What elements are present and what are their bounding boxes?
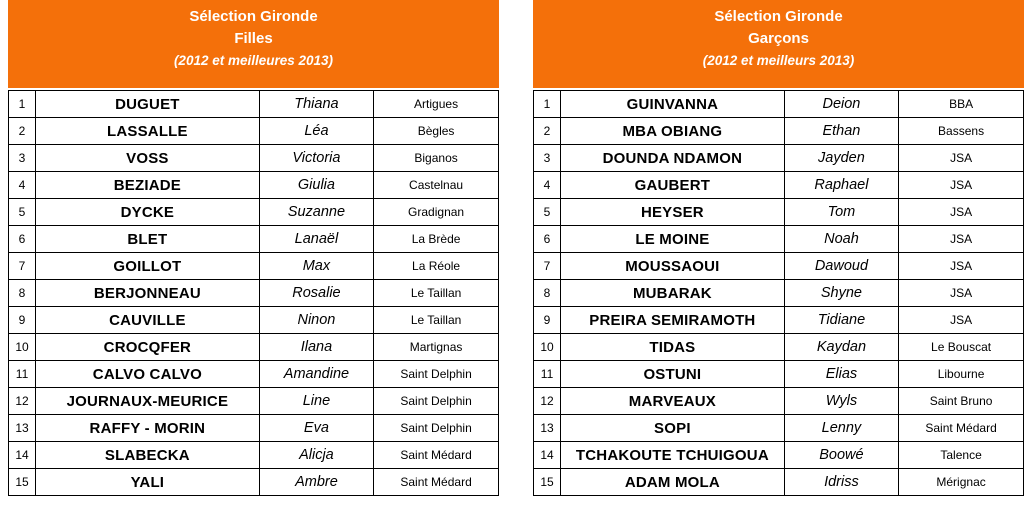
row-firstname: Eva — [259, 415, 373, 442]
table-row — [534, 361, 1024, 388]
row-club: JSA — [899, 172, 1024, 199]
row-club: Le Bouscat — [899, 334, 1024, 361]
table-row — [9, 388, 499, 415]
row-firstname: Noah — [784, 226, 898, 253]
row-firstname: Idriss — [784, 469, 898, 496]
row-firstname: Ambre — [259, 469, 373, 496]
row-lastname: SLABECKA — [36, 442, 260, 469]
row-club: La Brède — [374, 226, 499, 253]
row-lastname: DOUNDA NDAMON — [561, 145, 785, 172]
row-club: JSA — [899, 307, 1024, 334]
row-club: JSA — [899, 280, 1024, 307]
table-row — [9, 199, 499, 226]
table-row — [9, 91, 499, 118]
table-row — [534, 253, 1024, 280]
row-firstname: Max — [259, 253, 373, 280]
row-lastname: MARVEAUX — [561, 388, 785, 415]
header-subtitle: (2012 et meilleures 2013) — [173, 53, 334, 68]
row-lastname: GOILLOT — [36, 253, 260, 280]
table-row — [9, 172, 499, 199]
row-club: JSA — [899, 145, 1024, 172]
row-number: 13 — [534, 415, 561, 442]
row-lastname: TIDAS — [561, 334, 785, 361]
row-club: Saint Médard — [374, 469, 499, 496]
table-row — [9, 226, 499, 253]
row-firstname: Ninon — [259, 307, 373, 334]
row-firstname: Deion — [784, 91, 898, 118]
row-club: Castelnau — [374, 172, 499, 199]
roster-table-filles — [8, 90, 499, 496]
row-number: 11 — [9, 361, 36, 388]
row-lastname: JOURNAUX-MEURICE — [36, 388, 260, 415]
row-firstname: Elias — [784, 361, 898, 388]
roster-table-garcons — [533, 90, 1024, 496]
row-club: Talence — [899, 442, 1024, 469]
row-number: 10 — [9, 334, 36, 361]
row-lastname: OSTUNI — [561, 361, 785, 388]
row-lastname: SOPI — [561, 415, 785, 442]
table-row — [534, 280, 1024, 307]
row-lastname: ADAM MOLA — [561, 469, 785, 496]
selection-panel-filles — [8, 0, 499, 525]
row-lastname: YALI — [36, 469, 260, 496]
row-lastname: BERJONNEAU — [36, 280, 260, 307]
table-row — [534, 307, 1024, 334]
row-lastname: MOUSSAOUI — [561, 253, 785, 280]
row-number: 3 — [9, 145, 36, 172]
table-row — [534, 145, 1024, 172]
row-number: 7 — [534, 253, 561, 280]
row-club: Artigues — [374, 91, 499, 118]
row-club: Saint Médard — [374, 442, 499, 469]
table-row — [9, 307, 499, 334]
row-firstname: Shyne — [784, 280, 898, 307]
row-number: 7 — [9, 253, 36, 280]
table-row — [9, 415, 499, 442]
row-lastname: MBA OBIANG — [561, 118, 785, 145]
row-firstname: Rosalie — [259, 280, 373, 307]
row-firstname: Thiana — [259, 91, 373, 118]
row-number: 4 — [9, 172, 36, 199]
row-firstname: Dawoud — [784, 253, 898, 280]
row-firstname: Lenny — [784, 415, 898, 442]
row-club: JSA — [899, 226, 1024, 253]
row-club: Martignas — [374, 334, 499, 361]
row-club: Biganos — [374, 145, 499, 172]
row-firstname: Léa — [259, 118, 373, 145]
table-row — [9, 469, 499, 496]
table-row — [534, 118, 1024, 145]
table-row — [534, 199, 1024, 226]
table-row — [9, 118, 499, 145]
row-club: Libourne — [899, 361, 1024, 388]
row-lastname: VOSS — [36, 145, 260, 172]
row-number: 1 — [9, 91, 36, 118]
row-number: 15 — [9, 469, 36, 496]
row-number: 9 — [534, 307, 561, 334]
header-title-line2: Garçons — [748, 30, 809, 47]
row-lastname: RAFFY - MORIN — [36, 415, 260, 442]
row-number: 9 — [9, 307, 36, 334]
row-firstname: Line — [259, 388, 373, 415]
row-club: Saint Delphin — [374, 388, 499, 415]
header-title-line1: Sélection Gironde — [714, 8, 843, 25]
row-firstname: Kaydan — [784, 334, 898, 361]
table-row — [534, 226, 1024, 253]
row-lastname: DYCKE — [36, 199, 260, 226]
row-club: Le Taillan — [374, 280, 499, 307]
table-row — [534, 442, 1024, 469]
row-lastname: PREIRA SEMIRAMOTH — [561, 307, 785, 334]
row-lastname: LASSALLE — [36, 118, 260, 145]
table-row — [9, 280, 499, 307]
row-firstname: Tom — [784, 199, 898, 226]
row-club: Saint Delphin — [374, 361, 499, 388]
row-number: 8 — [9, 280, 36, 307]
row-firstname: Wyls — [784, 388, 898, 415]
row-lastname: MUBARAK — [561, 280, 785, 307]
row-lastname: BEZIADE — [36, 172, 260, 199]
row-firstname: Raphael — [784, 172, 898, 199]
header-title-line1: Sélection Gironde — [189, 8, 318, 25]
row-lastname: GAUBERT — [561, 172, 785, 199]
row-club: Saint Bruno — [899, 388, 1024, 415]
table-row — [534, 334, 1024, 361]
table-row — [534, 415, 1024, 442]
row-firstname: Lanaël — [259, 226, 373, 253]
row-number: 14 — [534, 442, 561, 469]
panel-header-filles — [8, 0, 499, 88]
row-number: 6 — [534, 226, 561, 253]
table-row — [9, 361, 499, 388]
header-subtitle: (2012 et meilleurs 2013) — [702, 53, 855, 68]
row-number: 15 — [534, 469, 561, 496]
row-firstname: Boowé — [784, 442, 898, 469]
row-number: 2 — [9, 118, 36, 145]
row-number: 13 — [9, 415, 36, 442]
row-club: Mérignac — [899, 469, 1024, 496]
row-lastname: DUGUET — [36, 91, 260, 118]
row-lastname: GUINVANNA — [561, 91, 785, 118]
row-lastname: LE MOINE — [561, 226, 785, 253]
table-row — [9, 145, 499, 172]
header-title-line2: Filles — [234, 30, 273, 47]
row-club: Saint Médard — [899, 415, 1024, 442]
row-club: Gradignan — [374, 199, 499, 226]
selection-panel-garcons — [533, 0, 1024, 525]
row-club: Le Taillan — [374, 307, 499, 334]
row-lastname: BLET — [36, 226, 260, 253]
row-number: 10 — [534, 334, 561, 361]
row-firstname: Alicja — [259, 442, 373, 469]
row-firstname: Giulia — [259, 172, 373, 199]
panel-header-garcons — [533, 0, 1024, 88]
row-lastname: CALVO CALVO — [36, 361, 260, 388]
row-firstname: Amandine — [259, 361, 373, 388]
row-number: 5 — [9, 199, 36, 226]
table-row — [534, 172, 1024, 199]
table-row — [9, 334, 499, 361]
row-number: 6 — [9, 226, 36, 253]
row-number: 12 — [534, 388, 561, 415]
row-firstname: Victoria — [259, 145, 373, 172]
row-lastname: CAUVILLE — [36, 307, 260, 334]
row-firstname: Suzanne — [259, 199, 373, 226]
row-firstname: Ethan — [784, 118, 898, 145]
row-number: 8 — [534, 280, 561, 307]
row-club: La Réole — [374, 253, 499, 280]
row-number: 12 — [9, 388, 36, 415]
row-club: Bègles — [374, 118, 499, 145]
row-club: JSA — [899, 253, 1024, 280]
row-number: 1 — [534, 91, 561, 118]
row-number: 4 — [534, 172, 561, 199]
row-number: 5 — [534, 199, 561, 226]
row-number: 11 — [534, 361, 561, 388]
row-firstname: Tidiane — [784, 307, 898, 334]
row-number: 3 — [534, 145, 561, 172]
table-row — [9, 442, 499, 469]
table-row — [534, 91, 1024, 118]
row-club: JSA — [899, 199, 1024, 226]
row-lastname: TCHAKOUTE TCHUIGOUA — [561, 442, 785, 469]
row-club: Bassens — [899, 118, 1024, 145]
row-firstname: Jayden — [784, 145, 898, 172]
table-row — [534, 388, 1024, 415]
row-club: BBA — [899, 91, 1024, 118]
table-row — [9, 253, 499, 280]
table-row — [534, 469, 1024, 496]
row-firstname: Ilana — [259, 334, 373, 361]
row-lastname: CROCQFER — [36, 334, 260, 361]
row-lastname: HEYSER — [561, 199, 785, 226]
row-number: 2 — [534, 118, 561, 145]
row-number: 14 — [9, 442, 36, 469]
row-club: Saint Delphin — [374, 415, 499, 442]
